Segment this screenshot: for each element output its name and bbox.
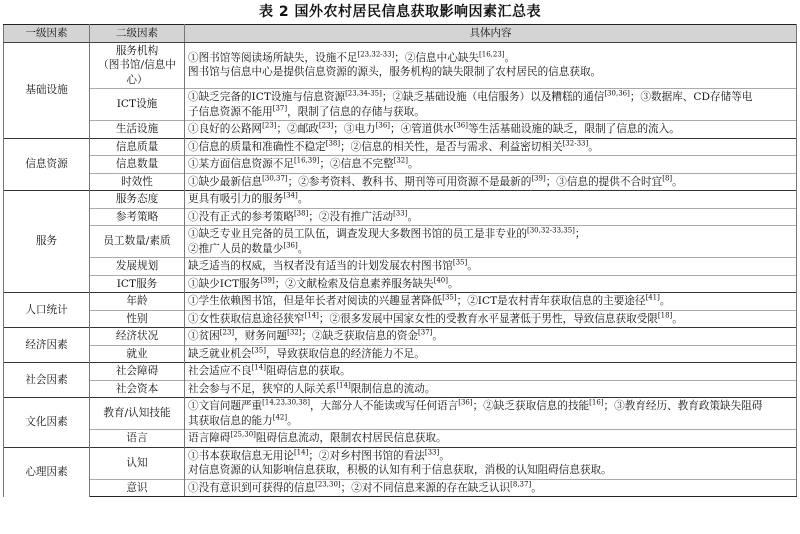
citation-ref: [35] [442, 293, 457, 302]
citation-ref: [18] [657, 310, 673, 319]
level1-factor: 文化因素 [4, 398, 90, 448]
level2-factor: 认知 [90, 447, 185, 479]
level2-factor: 语言 [90, 430, 185, 448]
citation-ref: [14] [251, 363, 266, 372]
table-row [4, 328, 797, 346]
header-content: 具体内容 [185, 25, 797, 43]
citation-ref: [36] [283, 240, 298, 249]
citation-ref: [30,37] [262, 173, 288, 182]
citation-ref: [30,32-33,35] [527, 226, 575, 235]
table-row [4, 345, 797, 363]
level2-factor: 发展规划 [90, 258, 185, 276]
level1-factor: 社会因素 [4, 363, 90, 398]
content-cell: 缺乏适当的权威，当权者没有适当的计划发展农村图书馆[35]。 [185, 258, 797, 276]
citation-ref: [36] [453, 121, 468, 130]
citation-ref: [33] [393, 208, 408, 217]
citation-ref: [39] [260, 275, 275, 284]
table-row [4, 380, 797, 398]
level1-factor: 心理因素 [4, 447, 90, 497]
content-cell: ①缺乏完备的ICT设施与信息资源[23,34-35]；②缺乏基础设施（电信服务）以及糟糕的通信[30,36]；③数据库、CD存储等电 子信息资源不能用[37]，限制了信息的存储与获取。 [185, 89, 797, 121]
table-row [4, 479, 797, 497]
header-level1: 一级因素 [4, 25, 90, 43]
content-cell: ①贫困[23]，财务问题[32]；②缺乏获取信息的资金[37]。 [185, 328, 797, 346]
level2-factor: 就业 [90, 345, 185, 363]
level1-factor: 服务 [4, 191, 90, 293]
citation-ref: [35] [251, 345, 266, 354]
content-cell: 更具有吸引力的服务[34]。 [185, 191, 797, 209]
level2-factor: 性别 [90, 310, 185, 328]
citation-ref: [23,34-35] [345, 89, 382, 98]
table-row [4, 275, 797, 293]
citation-ref: [14,23,30,38] [262, 398, 310, 407]
level2-factor: 服务机构 （图书馆/信息中心） [90, 42, 185, 89]
table-row [4, 293, 797, 311]
table-row [4, 173, 797, 191]
content-cell: ①文盲问题严重[14,23,30,38]，大部分人不能读或写任何语言[36]；②缺乏获取信息的技能[16]；③教育经历、教育政策缺失阻碍 其获取信息的能力[42]。 [185, 398, 797, 430]
content-cell: 缺乏就业机会[35]，导致获取信息的经济能力不足。 [185, 345, 797, 363]
header-level2: 二级因素 [90, 25, 185, 43]
content-cell: ①书本获取信息无用论[14]；②对乡村图书馆的看法[33]。 对信息资源的认知影响信息获取，积极的认知有利于信息获取，消极的认知阻碍信息获取。 [185, 447, 797, 479]
table-header-row [4, 25, 797, 43]
content-cell: ①没有正式的参考策略[38]；②没有推广活动[33]。 [185, 208, 797, 226]
citation-ref: [23] [318, 121, 334, 130]
level2-factor: 时效性 [90, 173, 185, 191]
table-row [4, 138, 797, 156]
content-cell: ①缺少ICT服务[39]；②文献检索及信息素养服务缺失[40]。 [185, 275, 797, 293]
citation-ref: [14] [304, 310, 319, 319]
citation-ref: [33] [424, 447, 440, 456]
citation-ref: [16,39] [293, 156, 320, 165]
citation-ref: [23,30] [315, 479, 341, 488]
citation-ref: [32] [393, 156, 408, 165]
citation-ref: [37] [272, 103, 288, 112]
citation-ref: [16] [589, 398, 604, 407]
citation-ref: [37] [418, 328, 433, 337]
citation-ref: [14] [293, 447, 309, 456]
citation-ref: [23] [219, 328, 235, 337]
content-cell: ①信息的质量和准确性不稳定[38]；②信息的相关性，是否与需求、利益密切相关[32-33]。 [185, 138, 797, 156]
level2-factor: 信息数量 [90, 156, 185, 174]
table-row [4, 430, 797, 448]
citation-ref: [34] [283, 191, 298, 200]
table-row [4, 156, 797, 174]
table-row [4, 121, 797, 139]
table-row [4, 363, 797, 381]
citation-ref: [32] [287, 328, 302, 337]
citation-ref: [23,32-33] [357, 50, 395, 59]
citation-ref: [30,36] [604, 89, 630, 98]
table-row [4, 447, 797, 479]
table-row [4, 42, 797, 89]
content-cell: ①没有意识到可获得的信息[23,30]；②对不同信息来源的存在缺乏认识[8,37]。 [185, 479, 797, 497]
level2-factor: 员工数量/素质 [90, 226, 185, 258]
content-cell: ①某方面信息资源不足[16,39]；②信息不完整[32]。 [185, 156, 797, 174]
content-cell: ①缺少最新信息[30,37]；②参考资料、教科书、期刊等可用资源不是最新的[39]；③信息的提供不合时宜[8]。 [185, 173, 797, 191]
level2-factor: 服务态度 [90, 191, 185, 209]
content-cell: ①缺乏专业且完备的员工队伍，调查发现大多数图书馆的员工是非专业的[30,32-33,35]； ②推广人员的数量少[36]。 [185, 226, 797, 258]
content-cell: ①女性获取信息途径狭窄[14]；②很多发展中国家女性的受教育水平显著低于男性，导致信息获取受限[18]。 [185, 310, 797, 328]
citation-ref: [41] [645, 293, 660, 302]
table-body [4, 42, 797, 497]
level2-factor: 社会资本 [90, 380, 185, 398]
level1-factor: 信息资源 [4, 138, 90, 191]
content-cell: 社会参与不足，狭窄的人际关系[14]限制信息的流动。 [185, 380, 797, 398]
level2-factor: 年龄 [90, 293, 185, 311]
content-cell: 社会适应不良[14]阻碍信息的获取。 [185, 363, 797, 381]
table-row [4, 226, 797, 258]
citation-ref: [35] [452, 258, 468, 267]
level2-factor: 经济状况 [90, 328, 185, 346]
level2-factor: 参考策略 [90, 208, 185, 226]
citation-ref: [8,37] [510, 479, 532, 488]
content-cell: ①图书馆等阅读场所缺失，设施不足[23,32-33]；②信息中心缺失[16,23]。 图书馆与信息中心是提供信息资源的源头，服务机构的缺失限制了农村居民的信息获取。 [185, 42, 797, 89]
factors-table [3, 24, 797, 497]
content-cell: ①良好的公路网[23]；②邮政[23]；③电力[36]；④管道供水[36]等生活基础设施的缺乏，限制了信息的流入。 [185, 121, 797, 139]
citation-ref: [16,23] [479, 50, 505, 59]
level2-factor: 社会障碍 [90, 363, 185, 381]
citation-ref: [38] [325, 138, 341, 147]
table-caption: 表 2 国外农村居民信息获取影响因素汇总表 [259, 4, 541, 20]
table-row [4, 208, 797, 226]
table-row [4, 89, 797, 121]
citation-ref: [32-33] [562, 138, 589, 147]
citation-ref: [25,30] [230, 430, 256, 439]
level1-factor: 人口统计 [4, 293, 90, 328]
table-row [4, 191, 797, 209]
citation-ref: [39] [531, 173, 546, 182]
level2-factor: ICT服务 [90, 275, 185, 293]
table-row [4, 398, 797, 430]
level1-factor: 基础设施 [4, 42, 90, 138]
citation-ref: [36] [458, 398, 473, 407]
citation-ref: [42] [272, 412, 288, 421]
citation-ref: [14] [336, 380, 351, 389]
level2-factor: 教育/认知技能 [90, 398, 185, 430]
citation-ref: [38] [293, 208, 309, 217]
content-cell: ①学生依赖图书馆，但是年长者对阅读的兴趣显著降低[35]；②ICT是农村青年获取信息的主要途径[41]。 [185, 293, 797, 311]
citation-ref: [40] [433, 275, 448, 284]
level1-factor: 经济因素 [4, 328, 90, 363]
level2-factor: ICT设施 [90, 89, 185, 121]
table-row [4, 258, 797, 276]
citation-ref: [23] [262, 121, 277, 130]
level2-factor: 生活设施 [90, 121, 185, 139]
citation-ref: [8] [662, 173, 673, 182]
citation-ref: [36] [375, 121, 391, 130]
level2-factor: 信息质量 [90, 138, 185, 156]
content-cell: 语言障碍[25,30]阻碍信息流动，限制农村居民信息获取。 [185, 430, 797, 448]
table-row [4, 310, 797, 328]
level2-factor: 意识 [90, 479, 185, 497]
